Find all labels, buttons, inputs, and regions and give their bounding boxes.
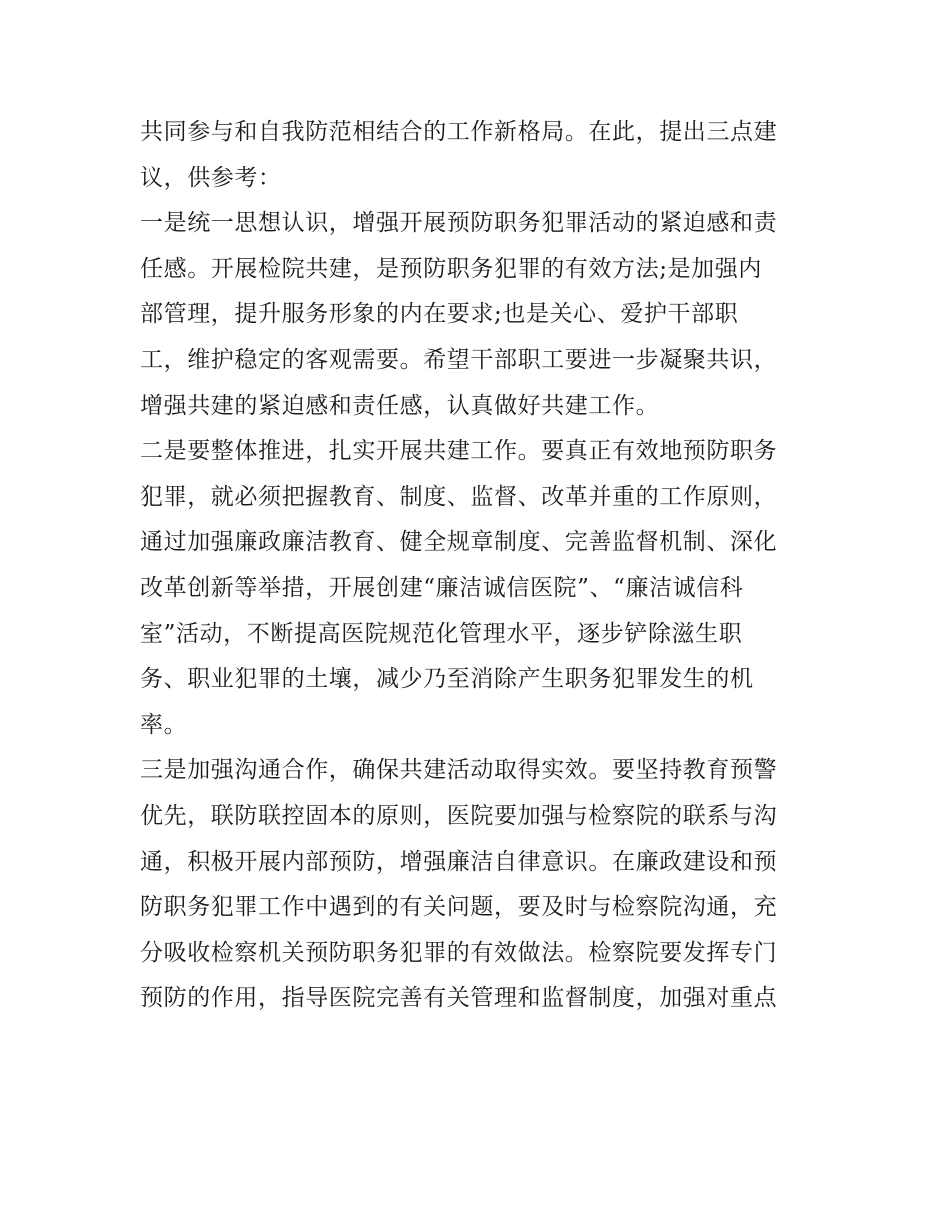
text-line: 任感。开展检院共建，是预防职务犯罪的有效方法;是加强内 [140, 255, 762, 282]
text-line: 通，积极开展内部预防，增强廉洁自律意识。在廉政建设和预 [140, 848, 778, 875]
text-line: 预防的作用，指导医院完善有关管理和监督制度，加强对重点 [140, 985, 778, 1012]
text-line: 改革创新等举措，开展创建“廉洁诚信医院”、“廉洁诚信科 [140, 574, 744, 601]
text-line: 室”活动，不断提高医院规范化管理水平，逐步铲除滋生职 [140, 620, 743, 647]
text-line: 一是统一思想认识，增强开展预防职务犯罪活动的紧迫感和责 [140, 210, 778, 237]
text-line: 二是要整体推进，扎实开展共建工作。要真正有效地预防职务 [140, 438, 778, 465]
text-line: 工，维护稳定的客观需要。希望干部职工要进一步凝聚共识， [140, 346, 778, 373]
text-line: 部管理，提升服务形象的内在要求;也是关心、爱护干部职 [140, 301, 739, 328]
text-line: 增强共建的紧迫感和责任感，认真做好共建工作。 [140, 392, 660, 419]
text-line: 分吸收检察机关预防职务犯罪的有效做法。检察院要发挥专门 [140, 939, 778, 966]
text-line: 通过加强廉政廉洁教育、健全规章制度、完善监督机制、深化 [140, 529, 778, 556]
text-line: 犯罪，就必须把握教育、制度、监督、改革并重的工作原则， [140, 483, 778, 510]
document-body [140, 110, 820, 1022]
text-line: 率。 [140, 711, 188, 738]
text-line: 共同参与和自我防范相结合的工作新格局。在此，提出三点建 [140, 119, 778, 145]
text-line: 议，供参考： [140, 164, 282, 191]
text-line: 优先，联防联控固本的原则，医院要加强与检察院的联系与沟 [140, 802, 778, 829]
text-line: 三是加强沟通合作，确保共建活动取得实效。要坚持教育预警 [140, 757, 778, 784]
text-line: 务、职业犯罪的土壤，减少乃至消除产生职务犯罪发生的机 [140, 666, 754, 693]
text-line: 防职务犯罪工作中遇到的有关问题，要及时与检察院沟通，充 [140, 894, 778, 921]
